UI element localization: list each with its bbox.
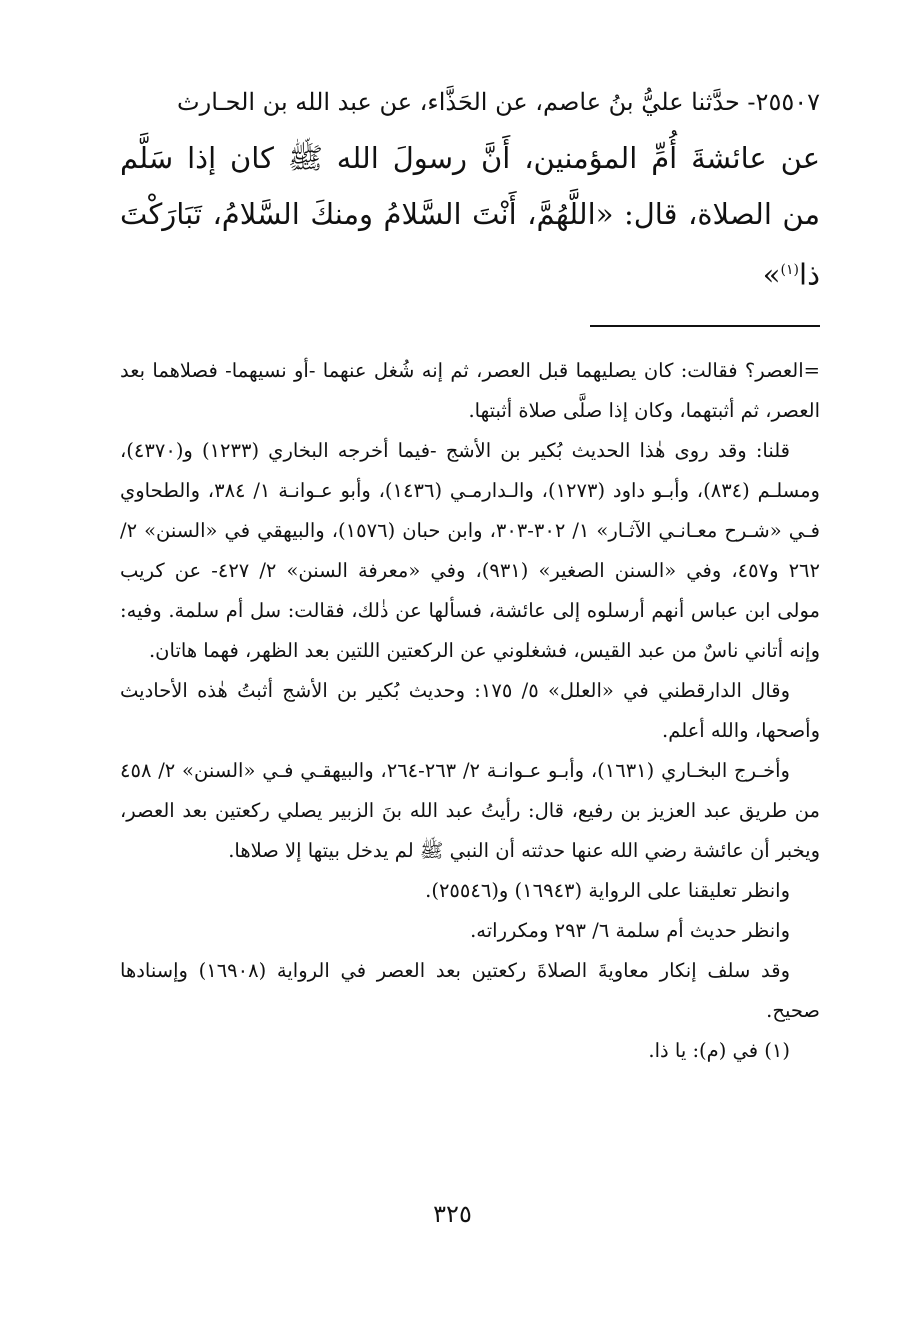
footnote-paragraph: وانظر تعليقنا على الرواية (١٦٩٤٣) و(٢٥٥٤٦). bbox=[425, 878, 790, 902]
footnote-marker: (١) bbox=[780, 262, 800, 278]
hadith-text-main: عن عائشةَ أُمِّ المؤمنين، أَنَّ رسولَ الله ﷺ كان إذا سَلَّم من الصلاة، قال: «اللَّهُمَّ، أَنْتَ السَّلامُ ومنكَ السَّلامُ، تَبَارَكْتَ ذا bbox=[120, 141, 820, 292]
footnote-paragraph: قلنا: وقد روى هٰذا الحديث بُكير بن الأشج -فيما أخرجه البخاري (١٢٣٣) و(٤٣٧٠)، ومسلـم (٨٣٤)، وأبـو داود (١٢٧٣)، والـدارمـي (١٤٣٦)، وأبو عـوانـة ١/ ٣٨٤، والطحاوي فـي «شـرح معـانـي الآثـار» ١/ ٣٠٢-٣٠٣، وابن حبان (١٥٧٦)، والبيهقي في «السنن» ٢/ ٢٦٢ و٤٥٧، وفي «السنن الصغير» (٩٣١)، وفي «معرفة السنن» ٢/ ٤٢٧- عن كريب مولى ابن عباس أنهم أرسلوه إلى عائشة، فسألها عن ذٰلك، فقالت: سل أم سلمة. وفيه: وإنه أتاني ناسٌ من عبد القيس، فشغلوني عن الركعتين اللتين بعد الظهر، فهما هاتان. bbox=[120, 438, 820, 662]
footnote-paragraph: =العصر؟ فقالت: كان يصليهما قبل العصر، ثم إنه شُغل عنهما -أو نسيهما- فصلاهما بعد العصر، ثم أثبتهما، وكان إذا صلَّى صلاة أثبتها. bbox=[120, 358, 820, 422]
hadith-text bbox=[120, 130, 820, 303]
page-number: ٣٢٥ bbox=[433, 1200, 472, 1228]
footnote-paragraph: وأخـرج البخـاري (١٦٣١)، وأبـو عـوانـة ٢/ ٢٦٣-٢٦٤، والبيهقـي فـي «السنن» ٢/ ٤٥٨ من طريق عبد العزيز بن رفيع، قال: رأيتُ عبد الله بنَ الزبير يصلي ركعتين بعد العصر، ويخبر أن عائشة رضي الله عنها حدثته أن النبي ﷺ لم يدخل بيتها إلا صلاها. bbox=[120, 758, 820, 862]
footnote-paragraph: وانظر حديث أم سلمة ٦/ ٢٩٣ ومكرراته. bbox=[470, 918, 790, 942]
page-body bbox=[120, 80, 820, 1071]
footnote-separator bbox=[590, 325, 820, 327]
footnote-variant: (١) في (م): يا ذا. bbox=[648, 1038, 790, 1062]
footnote-paragraph: وقال الدارقطني في «العلل» ٥/ ١٧٥: وحديث بُكير بن الأشج أثبتُ هٰذه الأحاديث وأصحها، والله أعلم. bbox=[120, 678, 820, 742]
footnote-paragraph: وقد سلف إنكار معاويةَ الصلاةَ ركعتين بعد العصر في الرواية (١٦٩٠٨) وإسنادها صحيح. bbox=[120, 958, 820, 1022]
footnotes bbox=[120, 351, 820, 1071]
hadith-text-closing: » bbox=[762, 257, 781, 292]
hadith-chain: ٢٥٥٠٧- حدَّثنا عليُّ بنُ عاصم، عن الحَذَّاء، عن عبد الله بن الحـارث bbox=[177, 88, 820, 116]
